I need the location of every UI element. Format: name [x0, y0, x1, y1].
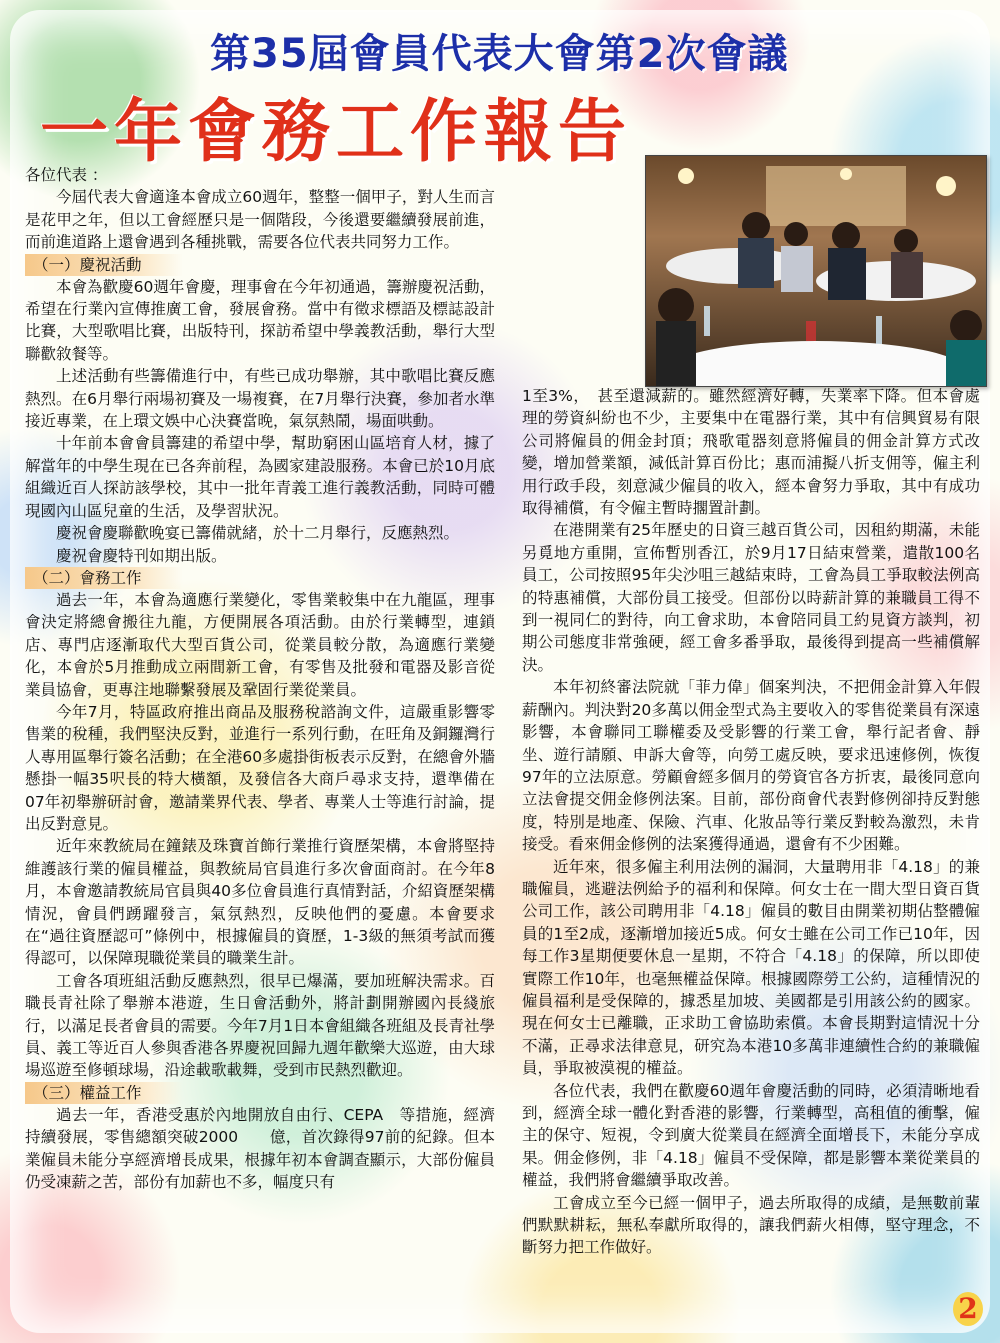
paragraph: 過去一年，本會為適應行業變化，零售業較集中在九龍區，理事會決定將總會搬往九龍，方便開展各項活動。由於行業轉型，連鎖店、專門店逐漸取代大型百貨公司，從業員較分散，為適應行業變化，本會於5月推動成立兩間新工會，有零售及批發和電器及影音從業員協會，更專注地聯繫發展及鞏固行業從業員。	[25, 590, 495, 699]
paragraph: 十年前本會會員籌建的希望中學，幫助窮困山區培育人材，據了解當年的中學生現在已各奔前程，為國家建設服務。本會已於10月底組織近百人探訪該學校，其中一批年青義工進行義教活動，同時可體現國內山區兒童的生活，及學習狀況。	[25, 434, 495, 520]
left-column	[25, 164, 495, 1193]
paragraph: 近年來教統局在鐘錶及珠寶首飾行業推行資歷架構，本會將堅持維護該行業的僱員權益，與教統局官員進行多次會面商討。在今年8月，本會邀請教統局官員與40多位會員進行真情對話，介紹資歷架構情況，會員們踴躍發言，氣氛熱烈，反映他們的憂慮。本會要求在“過往資歷認可”條例中，根據僱員的資歷，1-3級的無須考試而獲得認可，以保障現職從業員的職業生計。	[25, 837, 495, 968]
report-title: 一年會務工作報告	[40, 93, 633, 172]
paragraph: 今年7月，特區政府推出商品及服務稅諮詢文件，這嚴重影響零售業的稅種，我們堅決反對，並進行一系列行動，在旺角及銅鑼灣行人專用區舉行簽名活動；在全港60多處掛街板表示反對，在總會外牆懸掛一幅35呎長的特大橫額，及發信各大商戶尋求支持，還準備在07年初舉辦研討會，邀請業界代表、學者、專業人士等進行討論，提出反對意見。	[25, 702, 495, 833]
section-heading-rights: （三）權益工作	[25, 1082, 183, 1104]
paragraph: 過去一年，香港受惠於內地開放自由行、CEPA 等措施，經濟持續發展，零售總額突破2000 億，首次錄得97前的紀錄。但本業僱員未能分享經濟增長成果，根據年初本會調查顯示，大部份僱員仍受凍薪之苦，部份有加薪也不多，幅度只有	[25, 1105, 495, 1192]
intro-paragraph: 今屆代表大會適逢本會成立60週年，整整一個甲子，對人生而言是花甲之年，但以工會經歷只是一個階段，今後還要繼續發展前進，而前進道路上還會遇到各種挑戰，需要各位代表共同努力工作。	[25, 188, 495, 252]
paragraph: 1至3%， 甚至還減薪的。雖然經濟好轉，失業率下降。但本會處理的勞資糾紛也不少，主要集中在電器行業，其中有信興貿易有限公司將僱員的佣金封頂；飛歌電器刻意將僱員的佣金計算方式改變，增加營業額，減低計算百份比；惠而浦擬八折支佣等，僱主利用行政手段，刻意減少僱員的收入，經本會努力爭取，其中有成功取得補償，有令僱主暫時擱置計劃。	[522, 387, 980, 518]
paragraph: 本會為歡慶60週年會慶，理事會在今年初通過，籌辦慶祝活動，希望在行業內宣傳推廣工會，發展會務。當中有徵求標語及標誌設計比賽，大型歌唱比賽，出版特刊，探訪希望中學義教活動，舉行大型聯歡敘餐等。	[25, 277, 495, 363]
paragraph: 工會各項班組活動反應熱烈，很早已爆滿，要加班解決需求。百職長青社除了舉辦本港遊，生日會活動外，將計劃開辦國內長綫旅行，以滿足長者會員的需要。今年7月1日本會組織各班組及長青社學員、義工等近百人參與香港各界慶祝回歸九週年歡樂大巡遊，由大球場巡遊至修頓球場，沿途載歌載舞，受到市民熱烈歡迎。	[25, 971, 495, 1080]
paragraph: 慶祝會慶特刊如期出版。	[56, 546, 227, 565]
section-heading-celebration: （一）慶祝活動	[25, 254, 183, 276]
paragraph: 上述活動有些籌備進行中，有些已成功舉辦，其中歌唱比賽反應熱烈。在6月舉行兩場初賽及一場複賽，在7月舉行決賽，參加者水準接近專業，在上環文娛中心決賽當晚，氣氛熱鬧，場面哄動。	[25, 367, 495, 431]
paragraph: 各位代表，我們在歡慶60週年會慶活動的同時，必須清晰地看到，經濟全球一體化對香港的影響，行業轉型，高租值的衝擊，僱主的保守、短視，令到廣大從業員在經濟全面增長下，未能分享成果。佣金修例，非「4.18」僱員不受保障，都是影響本業從業員的權益，我們將會繼續爭取改善。	[522, 1081, 980, 1190]
section-heading-union-affairs: （二）會務工作	[25, 567, 183, 589]
paragraph: 近年來，很多僱主利用法例的漏洞，大量聘用非「4.18」的兼職僱員，逃避法例給予的福利和保障。何女士在一間大型日資百貨公司工作，該公司聘用非「4.18」僱員的數目由開業初期佔整體僱員的1至2成，逐漸增加接近5成。何女士雖在公司工作已10年，因每工作3星期便要休息一星期，不符合「4.18」的保障，所以即使實際工作10年，也毫無權益保障。根據國際勞工公約，這種情況的僱員福利是受保障的，據悉星加坡、美國都是引用該公約的國家。現在何女士已離職，正求助工會協助索償。本會長期對這情況十分不滿，正尋求法律意見，研究為本港10多萬非連續性合約的兼職僱員，爭取被漠視的權益。	[522, 857, 980, 1078]
meeting-headline: 第35屆會員代表大會第2次會議	[210, 31, 789, 77]
banquet-photo	[645, 155, 987, 387]
paragraph: 本年初終審法院就「菲力偉」個案判決，不把佣金計算入年假薪酬內。判決對20多萬以佣金型式為主要收入的零售從業員有深遠影響，本會聯同工聯權委及受影響的行業工會，舉行記者會、靜坐、遊行請願、申訴大會等，向勞工處反映，要求迅速修例，恢復97年的立法原意。勞顧會經多個月的勞資官各方折衷，最後同意向立法會提交佣金修例法案。目前，部份商會代表對修例卻持反對態度，特別是地產、保險、汽車、化妝品等行業反對較為激烈，未肯接受。看來佣金修例的法案獲得通過，還會有不少困難。	[522, 678, 980, 854]
right-column	[522, 385, 980, 1259]
paragraph: 工會成立至今已經一個甲子，過去所取得的成績，是無數前輩們默默耕耘，無私奉獻所取得的，讓我們薪火相傳，堅守理念，不斷努力把工作做好。	[522, 1193, 980, 1257]
page-number: 2	[953, 1292, 983, 1326]
salutation: 各位代表 ：	[25, 166, 108, 184]
paragraph: 慶祝會慶聯歡晚宴已籌備就緒，於十二月舉行，反應熱烈。	[56, 524, 460, 543]
paragraph: 在港開業有25年歷史的日資三越百貨公司，因租約期滿，未能另覓地方重開，宣佈暫別香江，於9月17日結束營業，遣散100名員工，公司按照95年尖沙咀三越結束時，工會為員工爭取較法例高的特惠補償，大部份員工接受。但部份以時薪計算的兼職員工得不到一視同仁的對待，向工會求助，本會陪同員工約見資方談判，初期公司態度非常強硬，經工會多番爭取，最後得到提高一些補償解決。	[522, 521, 980, 674]
